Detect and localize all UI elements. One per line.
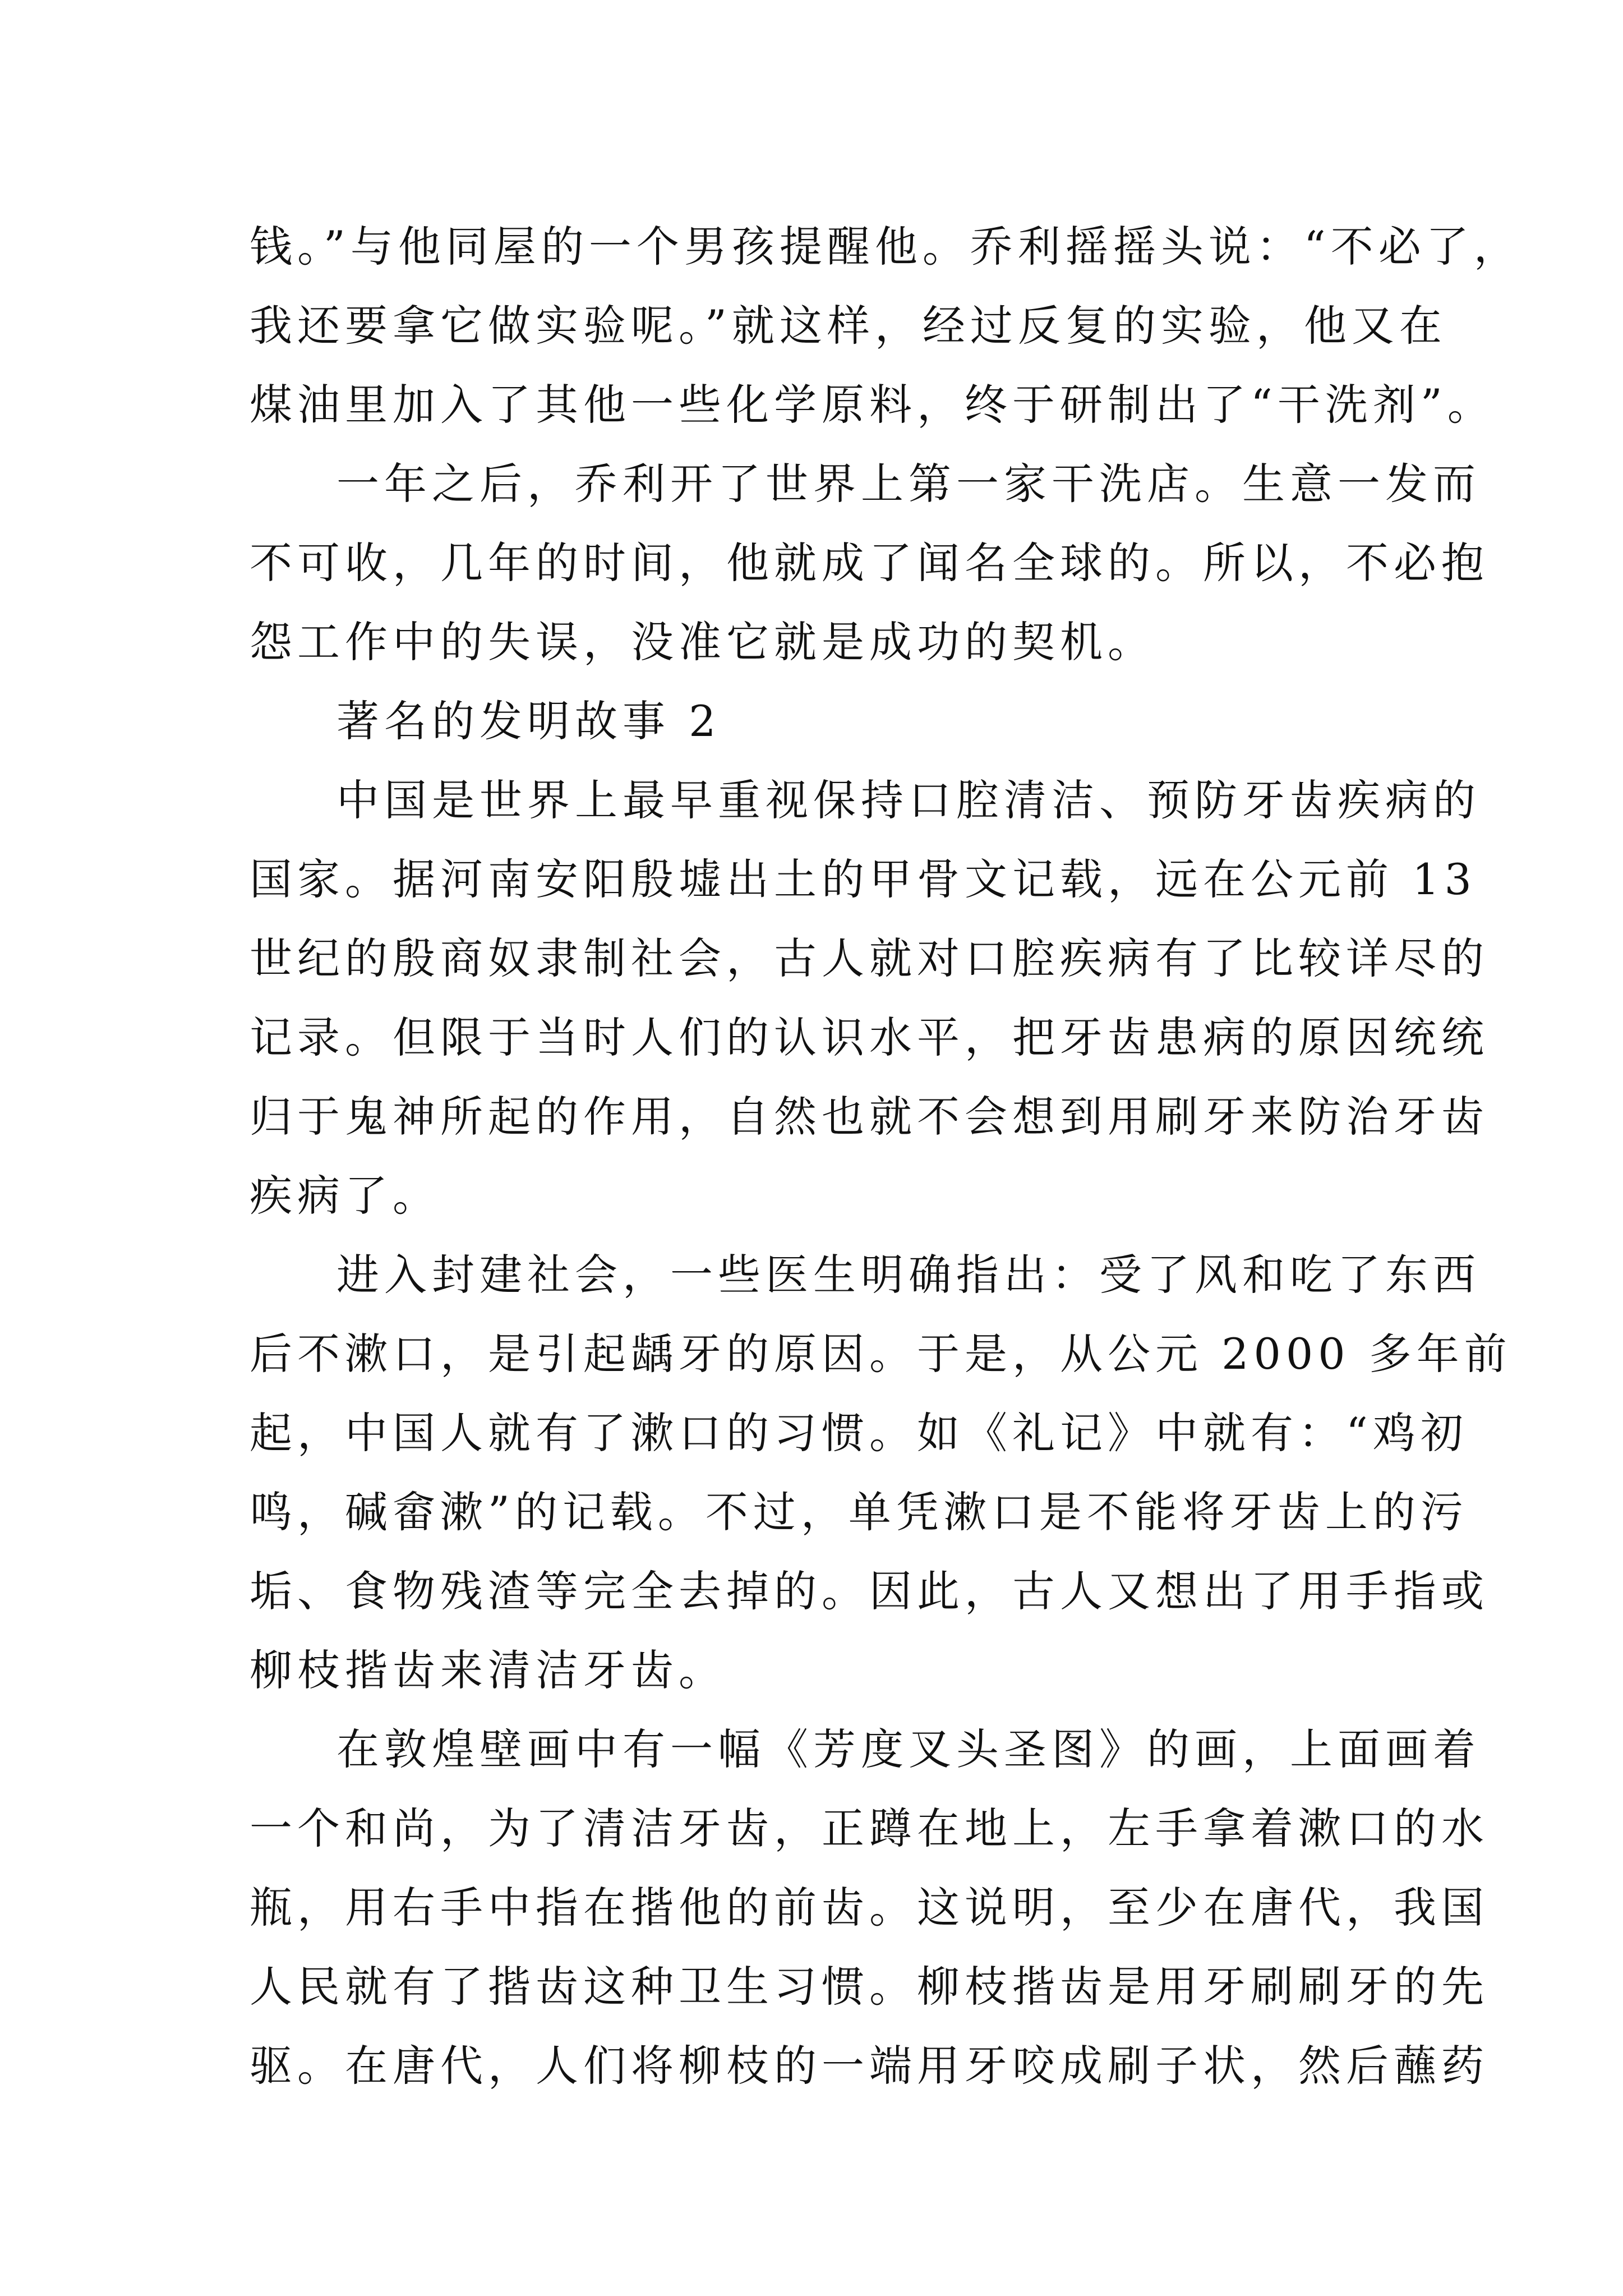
text-line: 瓶，用右手中指在揩他的前齿。这说明，至少在唐代，我国	[250, 1883, 1489, 1932]
text-line: 疾病了。	[250, 1171, 440, 1221]
text-line: 驱。在唐代，人们将柳枝的一端用牙咬成刷子状，然后蘸药	[250, 2041, 1489, 2091]
text-line: 起，中国人就有了漱口的习惯。如《礼记》中就有：“鸡初	[250, 1408, 1468, 1458]
text-line: 不可收，几年的时间，他就成了闻名全球的。所以，不必抱	[250, 538, 1489, 588]
text-line: 国家。据河南安阳殷墟出土的甲骨文记载，远在公元前 13	[250, 854, 1477, 904]
text-line: 我还要拿它做实验呢。”就这样，经过反复的实验，他又在	[250, 301, 1447, 351]
text-line: 一年之后，乔利开了世界上第一家干洗店。生意一发而	[336, 459, 1481, 509]
text-line: 进入封建社会，一些医生明确指出：受了风和吃了东西	[336, 1250, 1481, 1300]
text-line: 中国是世界上最早重视保持口腔清洁、预防牙齿疾病的	[336, 775, 1481, 825]
text-line: 记录。但限于当时人们的认识水平，把牙齿患病的原因统统	[250, 1013, 1489, 1062]
text-line: 怨工作中的失误，没准它就是成功的契机。	[250, 617, 1155, 667]
text-line: 归于鬼神所起的作用，自然也就不会想到用刷牙来防治牙齿	[250, 1092, 1489, 1142]
text-line: 柳枝揩齿来清洁牙齿。	[250, 1645, 726, 1695]
text-line: 一个和尚，为了清洁牙齿，正蹲在地上，左手拿着漱口的水	[250, 1803, 1489, 1853]
text-line: 钱。”与他同屋的一个男孩提醒他。乔利摇摇头说：“不必了，	[250, 222, 1521, 272]
text-line: 世纪的殷商奴隶制社会，古人就对口腔疾病有了比较详尽的	[250, 933, 1489, 983]
text-line: 人民就有了揩齿这种卫生习惯。柳枝揩齿是用牙刷刷牙的先	[250, 1962, 1489, 2012]
text-line: 在敦煌壁画中有一幅《芳度叉头圣图》的画，上面画着	[336, 1724, 1481, 1774]
text-line: 鸣，碱畲漱”的记载。不过，单凭漱口是不能将牙齿上的污	[250, 1487, 1468, 1537]
text-line: 煤油里加入了其他一些化学原料，终于研制出了“干洗剂”。	[250, 380, 1495, 430]
section-heading: 著名的发明故事 2	[336, 696, 721, 746]
text-line: 垢、食物残渣等完全去掉的。因此，古人又想出了用手指或	[250, 1566, 1489, 1616]
text-line: 后不漱口，是引起龋牙的原因。于是，从公元 2000 多年前	[250, 1329, 1512, 1379]
